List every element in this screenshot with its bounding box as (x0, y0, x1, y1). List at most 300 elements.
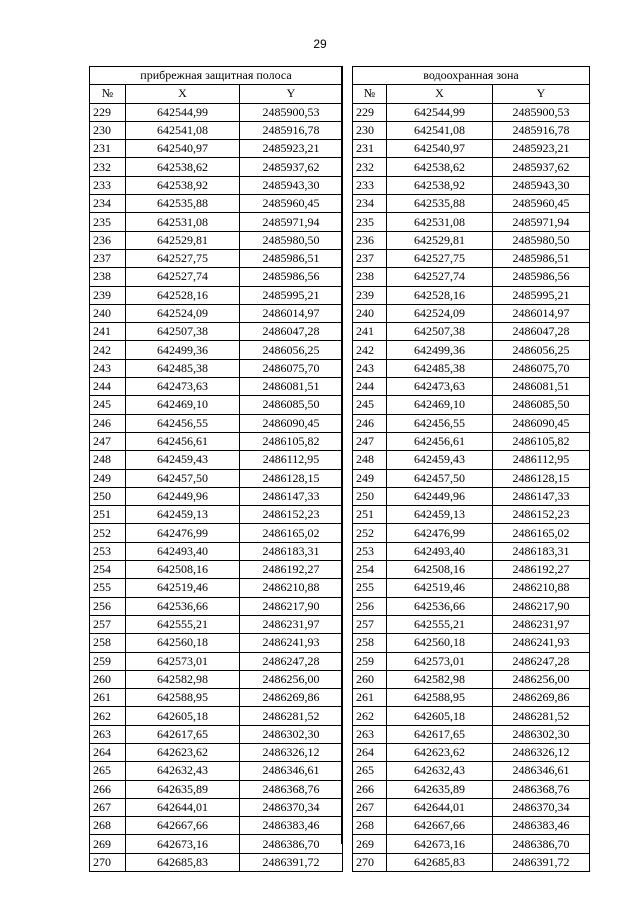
y-coordinate-cell: 2486081,51 (240, 378, 343, 396)
table-row (90, 158, 343, 176)
point-number-cell: 262 (90, 707, 126, 725)
point-number-cell: 247 (353, 432, 387, 450)
table-row (353, 304, 590, 322)
x-coordinate-cell: 642457,50 (387, 469, 493, 487)
y-coordinate-cell: 2486183,31 (240, 542, 343, 560)
point-number-cell: 235 (353, 213, 387, 231)
point-number-cell: 232 (90, 158, 126, 176)
table-row (90, 414, 343, 432)
column-header-x: X (387, 85, 493, 103)
y-coordinate-cell: 2485995,21 (493, 286, 590, 304)
y-coordinate-cell: 2486085,50 (240, 396, 343, 414)
column-header-y: Y (240, 85, 343, 103)
y-coordinate-cell: 2485923,21 (493, 140, 590, 158)
table-row (353, 195, 590, 213)
y-coordinate-cell: 2486281,52 (240, 707, 343, 725)
y-coordinate-cell: 2486217,90 (240, 597, 343, 615)
x-coordinate-cell: 642473,63 (126, 378, 240, 396)
y-coordinate-cell: 2486183,31 (493, 542, 590, 560)
y-coordinate-cell: 2486247,28 (493, 652, 590, 670)
point-number-cell: 250 (90, 487, 126, 505)
table-title: прибрежная защитная полоса (90, 67, 343, 85)
table-row (353, 615, 590, 633)
x-coordinate-cell: 642531,08 (126, 213, 240, 231)
point-number-cell: 234 (353, 195, 387, 213)
column-header-x: X (126, 85, 240, 103)
y-coordinate-cell: 2486081,51 (493, 378, 590, 396)
y-coordinate-cell: 2486217,90 (493, 597, 590, 615)
point-number-cell: 232 (353, 158, 387, 176)
y-coordinate-cell: 2485986,51 (240, 249, 343, 267)
table-row (90, 469, 343, 487)
point-number-cell: 243 (90, 359, 126, 377)
x-coordinate-cell: 642582,98 (126, 670, 240, 688)
x-coordinate-cell: 642449,96 (126, 487, 240, 505)
point-number-cell: 261 (353, 689, 387, 707)
point-number-cell: 268 (353, 817, 387, 835)
x-coordinate-cell: 642519,46 (387, 579, 493, 597)
y-coordinate-cell: 2486014,97 (493, 304, 590, 322)
y-coordinate-cell: 2485937,62 (240, 158, 343, 176)
x-coordinate-cell: 642632,43 (387, 762, 493, 780)
table-row (353, 176, 590, 194)
x-coordinate-cell: 642535,88 (126, 195, 240, 213)
x-coordinate-cell: 642524,09 (387, 304, 493, 322)
table-row (90, 286, 343, 304)
y-coordinate-cell: 2485971,94 (493, 213, 590, 231)
y-coordinate-cell: 2486386,70 (493, 835, 590, 853)
point-number-cell: 231 (353, 140, 387, 158)
x-coordinate-cell: 642459,13 (126, 506, 240, 524)
x-coordinate-cell: 642527,75 (126, 249, 240, 267)
y-coordinate-cell: 2485900,53 (493, 103, 590, 121)
x-coordinate-cell: 642493,40 (387, 542, 493, 560)
y-coordinate-cell: 2485916,78 (240, 121, 343, 139)
table-title: водоохранная зона (353, 67, 590, 85)
x-coordinate-cell: 642456,61 (126, 432, 240, 450)
column-header-y: Y (493, 85, 590, 103)
x-coordinate-cell: 642457,50 (126, 469, 240, 487)
x-coordinate-cell: 642507,38 (387, 323, 493, 341)
y-coordinate-cell: 2486165,02 (240, 524, 343, 542)
table-row (90, 798, 343, 816)
point-number-cell: 250 (353, 487, 387, 505)
table-row (353, 103, 590, 121)
table-row (353, 213, 590, 231)
table-row (353, 707, 590, 725)
point-number-cell: 257 (90, 615, 126, 633)
table-row (90, 780, 343, 798)
table-row (353, 414, 590, 432)
table-row (90, 195, 343, 213)
point-number-cell: 251 (90, 506, 126, 524)
x-coordinate-cell: 642449,96 (387, 487, 493, 505)
y-coordinate-cell: 2486241,93 (240, 634, 343, 652)
point-number-cell: 259 (353, 652, 387, 670)
point-number-cell: 246 (353, 414, 387, 432)
y-coordinate-cell: 2486383,46 (240, 817, 343, 835)
page-number: 29 (313, 37, 327, 51)
point-number-cell: 264 (90, 743, 126, 761)
coordinate-tables (89, 66, 589, 869)
x-coordinate-cell: 642540,97 (126, 140, 240, 158)
x-coordinate-cell: 642528,16 (126, 286, 240, 304)
point-number-cell: 231 (90, 140, 126, 158)
table-row (90, 725, 343, 743)
table-row (90, 634, 343, 652)
y-coordinate-cell: 2486210,88 (240, 579, 343, 597)
x-coordinate-cell: 642493,40 (126, 542, 240, 560)
x-coordinate-cell: 642632,43 (126, 762, 240, 780)
table-row (90, 652, 343, 670)
point-number-cell: 235 (90, 213, 126, 231)
table-row (353, 268, 590, 286)
table-row (90, 103, 343, 121)
y-coordinate-cell: 2486105,82 (493, 432, 590, 450)
table-row (90, 140, 343, 158)
y-coordinate-cell: 2486056,25 (240, 341, 343, 359)
point-number-cell: 256 (353, 597, 387, 615)
x-coordinate-cell: 642459,43 (387, 451, 493, 469)
table-row (90, 451, 343, 469)
table-row (90, 524, 343, 542)
x-coordinate-cell: 642673,16 (126, 835, 240, 853)
table-row (353, 323, 590, 341)
y-coordinate-cell: 2485960,45 (240, 195, 343, 213)
x-coordinate-cell: 642588,95 (387, 689, 493, 707)
table-row (90, 213, 343, 231)
y-coordinate-cell: 2485943,30 (240, 176, 343, 194)
y-coordinate-cell: 2486256,00 (493, 670, 590, 688)
y-coordinate-cell: 2486210,88 (493, 579, 590, 597)
table-row (353, 341, 590, 359)
x-coordinate-cell: 642623,62 (126, 743, 240, 761)
table-row (90, 323, 343, 341)
y-coordinate-cell: 2485971,94 (240, 213, 343, 231)
x-coordinate-cell: 642528,16 (387, 286, 493, 304)
x-coordinate-cell: 642524,09 (126, 304, 240, 322)
y-coordinate-cell: 2486192,27 (493, 561, 590, 579)
y-coordinate-cell: 2486370,34 (240, 798, 343, 816)
point-number-cell: 270 (90, 853, 126, 871)
y-coordinate-cell: 2486326,12 (240, 743, 343, 761)
table-row (353, 140, 590, 158)
x-coordinate-cell: 642499,36 (126, 341, 240, 359)
y-coordinate-cell: 2486090,45 (240, 414, 343, 432)
point-number-cell: 252 (353, 524, 387, 542)
y-coordinate-cell: 2486368,76 (240, 780, 343, 798)
point-number-cell: 255 (90, 579, 126, 597)
y-coordinate-cell: 2485923,21 (240, 140, 343, 158)
y-coordinate-cell: 2486105,82 (240, 432, 343, 450)
y-coordinate-cell: 2486056,25 (493, 341, 590, 359)
x-coordinate-cell: 642456,61 (387, 432, 493, 450)
point-number-cell: 238 (90, 268, 126, 286)
table-row (90, 268, 343, 286)
point-number-cell: 269 (353, 835, 387, 853)
table-row (90, 432, 343, 450)
point-number-cell: 230 (353, 121, 387, 139)
point-number-cell: 247 (90, 432, 126, 450)
y-coordinate-cell: 2486391,72 (493, 853, 590, 871)
table-row (90, 579, 343, 597)
table-row (353, 597, 590, 615)
x-coordinate-cell: 642582,98 (387, 670, 493, 688)
point-number-cell: 236 (90, 231, 126, 249)
table-row (353, 634, 590, 652)
y-coordinate-cell: 2485937,62 (493, 158, 590, 176)
table-row (90, 396, 343, 414)
x-coordinate-cell: 642531,08 (387, 213, 493, 231)
y-coordinate-cell: 2486152,23 (493, 506, 590, 524)
x-coordinate-cell: 642456,55 (126, 414, 240, 432)
point-number-cell: 230 (90, 121, 126, 139)
x-coordinate-cell: 642605,18 (126, 707, 240, 725)
point-number-cell: 262 (353, 707, 387, 725)
x-coordinate-cell: 642685,83 (387, 853, 493, 871)
y-coordinate-cell: 2486247,28 (240, 652, 343, 670)
y-coordinate-cell: 2486085,50 (493, 396, 590, 414)
y-coordinate-cell: 2486346,61 (240, 762, 343, 780)
y-coordinate-cell: 2486302,30 (240, 725, 343, 743)
table-row (90, 176, 343, 194)
x-coordinate-cell: 642508,16 (126, 561, 240, 579)
x-coordinate-cell: 642541,08 (126, 121, 240, 139)
point-number-cell: 249 (353, 469, 387, 487)
y-coordinate-cell: 2486269,86 (493, 689, 590, 707)
x-coordinate-cell: 642617,65 (126, 725, 240, 743)
x-coordinate-cell: 642540,97 (387, 140, 493, 158)
point-number-cell: 244 (353, 378, 387, 396)
x-coordinate-cell: 642529,81 (126, 231, 240, 249)
point-number-cell: 229 (353, 103, 387, 121)
y-coordinate-cell: 2486391,72 (240, 853, 343, 871)
x-coordinate-cell: 642538,62 (387, 158, 493, 176)
table-row (353, 451, 590, 469)
x-coordinate-cell: 642536,66 (126, 597, 240, 615)
x-coordinate-cell: 642459,43 (126, 451, 240, 469)
point-number-cell: 254 (90, 561, 126, 579)
table-row (353, 506, 590, 524)
point-number-cell: 258 (353, 634, 387, 652)
y-coordinate-cell: 2486152,23 (240, 506, 343, 524)
x-coordinate-cell: 642485,38 (387, 359, 493, 377)
point-number-cell: 252 (90, 524, 126, 542)
y-coordinate-cell: 2486326,12 (493, 743, 590, 761)
y-coordinate-cell: 2486346,61 (493, 762, 590, 780)
table-row (90, 689, 343, 707)
x-coordinate-cell: 642538,62 (126, 158, 240, 176)
point-number-cell: 237 (90, 249, 126, 267)
table-row (353, 817, 590, 835)
table-row (353, 542, 590, 560)
table-row (353, 780, 590, 798)
table-row (353, 286, 590, 304)
point-number-cell: 257 (353, 615, 387, 633)
table-row (90, 853, 343, 871)
y-coordinate-cell: 2486075,70 (493, 359, 590, 377)
table-row (90, 506, 343, 524)
point-number-cell: 253 (90, 542, 126, 560)
table-row (353, 432, 590, 450)
table-row (90, 542, 343, 560)
table-row (353, 378, 590, 396)
table-row (90, 249, 343, 267)
point-number-cell: 239 (353, 286, 387, 304)
point-number-cell: 236 (353, 231, 387, 249)
x-coordinate-cell: 642605,18 (387, 707, 493, 725)
x-coordinate-cell: 642667,66 (126, 817, 240, 835)
water-protection-zone-table (352, 66, 590, 872)
table-row (90, 359, 343, 377)
point-number-cell: 229 (90, 103, 126, 121)
point-number-cell: 264 (353, 743, 387, 761)
x-coordinate-cell: 642499,36 (387, 341, 493, 359)
x-coordinate-cell: 642644,01 (387, 798, 493, 816)
table-row (353, 487, 590, 505)
x-coordinate-cell: 642476,99 (387, 524, 493, 542)
table-row (90, 835, 343, 853)
table-row (353, 249, 590, 267)
x-coordinate-cell: 642456,55 (387, 414, 493, 432)
x-coordinate-cell: 642476,99 (126, 524, 240, 542)
x-coordinate-cell: 642588,95 (126, 689, 240, 707)
table-row (90, 762, 343, 780)
point-number-cell: 246 (90, 414, 126, 432)
x-coordinate-cell: 642685,83 (126, 853, 240, 871)
table-row (353, 359, 590, 377)
table-row (90, 231, 343, 249)
table-row (90, 817, 343, 835)
x-coordinate-cell: 642485,38 (126, 359, 240, 377)
y-coordinate-cell: 2486112,95 (240, 451, 343, 469)
y-coordinate-cell: 2485986,56 (240, 268, 343, 286)
y-coordinate-cell: 2486383,46 (493, 817, 590, 835)
y-coordinate-cell: 2486147,33 (493, 487, 590, 505)
x-coordinate-cell: 642529,81 (387, 231, 493, 249)
x-coordinate-cell: 642555,21 (126, 615, 240, 633)
point-number-cell: 255 (353, 579, 387, 597)
point-number-cell: 240 (353, 304, 387, 322)
table-row (353, 835, 590, 853)
point-number-cell: 263 (90, 725, 126, 743)
point-number-cell: 265 (90, 762, 126, 780)
x-coordinate-cell: 642635,89 (126, 780, 240, 798)
point-number-cell: 241 (353, 323, 387, 341)
table-row (353, 689, 590, 707)
y-coordinate-cell: 2486128,15 (240, 469, 343, 487)
point-number-cell: 233 (353, 176, 387, 194)
table-row (90, 743, 343, 761)
coastal-protection-strip-table (89, 66, 343, 872)
point-number-cell: 267 (353, 798, 387, 816)
x-coordinate-cell: 642541,08 (387, 121, 493, 139)
point-number-cell: 261 (90, 689, 126, 707)
table-row (90, 378, 343, 396)
y-coordinate-cell: 2485943,30 (493, 176, 590, 194)
table-row (353, 158, 590, 176)
point-number-cell: 242 (353, 341, 387, 359)
y-coordinate-cell: 2486256,00 (240, 670, 343, 688)
y-coordinate-cell: 2486302,30 (493, 725, 590, 743)
table-body (90, 103, 343, 871)
x-coordinate-cell: 642459,13 (387, 506, 493, 524)
x-coordinate-cell: 642527,75 (387, 249, 493, 267)
point-number-cell: 266 (90, 780, 126, 798)
point-number-cell: 238 (353, 268, 387, 286)
y-coordinate-cell: 2486281,52 (493, 707, 590, 725)
y-coordinate-cell: 2486047,28 (240, 323, 343, 341)
point-number-cell: 244 (90, 378, 126, 396)
point-number-cell: 237 (353, 249, 387, 267)
x-coordinate-cell: 642538,92 (126, 176, 240, 194)
y-coordinate-cell: 2486047,28 (493, 323, 590, 341)
table-row (353, 798, 590, 816)
y-coordinate-cell: 2486368,76 (493, 780, 590, 798)
point-number-cell: 248 (353, 451, 387, 469)
point-number-cell: 253 (353, 542, 387, 560)
table-row (90, 597, 343, 615)
x-coordinate-cell: 642527,74 (126, 268, 240, 286)
point-number-cell: 259 (90, 652, 126, 670)
y-coordinate-cell: 2485900,53 (240, 103, 343, 121)
x-coordinate-cell: 642536,66 (387, 597, 493, 615)
x-coordinate-cell: 642573,01 (126, 652, 240, 670)
point-number-cell: 254 (353, 561, 387, 579)
point-number-cell: 256 (90, 597, 126, 615)
table-row (90, 487, 343, 505)
x-coordinate-cell: 642617,65 (387, 725, 493, 743)
point-number-cell: 265 (353, 762, 387, 780)
x-coordinate-cell: 642544,99 (387, 103, 493, 121)
point-number-cell: 263 (353, 725, 387, 743)
table-body (353, 103, 590, 871)
point-number-cell: 251 (353, 506, 387, 524)
point-number-cell: 268 (90, 817, 126, 835)
table-row (353, 762, 590, 780)
column-header-number: № (353, 85, 387, 103)
y-coordinate-cell: 2486014,97 (240, 304, 343, 322)
table-row (90, 561, 343, 579)
y-coordinate-cell: 2486241,93 (493, 634, 590, 652)
y-coordinate-cell: 2486386,70 (240, 835, 343, 853)
point-number-cell: 239 (90, 286, 126, 304)
y-coordinate-cell: 2485986,56 (493, 268, 590, 286)
point-number-cell: 240 (90, 304, 126, 322)
point-number-cell: 242 (90, 341, 126, 359)
table-row (90, 615, 343, 633)
y-coordinate-cell: 2485960,45 (493, 195, 590, 213)
x-coordinate-cell: 642560,18 (126, 634, 240, 652)
x-coordinate-cell: 642573,01 (387, 652, 493, 670)
point-number-cell: 248 (90, 451, 126, 469)
x-coordinate-cell: 642538,92 (387, 176, 493, 194)
x-coordinate-cell: 642644,01 (126, 798, 240, 816)
y-coordinate-cell: 2485916,78 (493, 121, 590, 139)
y-coordinate-cell: 2486147,33 (240, 487, 343, 505)
y-coordinate-cell: 2485980,50 (493, 231, 590, 249)
point-number-cell: 241 (90, 323, 126, 341)
point-number-cell: 243 (353, 359, 387, 377)
table-row (353, 231, 590, 249)
y-coordinate-cell: 2486128,15 (493, 469, 590, 487)
x-coordinate-cell: 642508,16 (387, 561, 493, 579)
table-row (90, 707, 343, 725)
table-row (90, 670, 343, 688)
point-number-cell: 266 (353, 780, 387, 798)
y-coordinate-cell: 2486090,45 (493, 414, 590, 432)
x-coordinate-cell: 642469,10 (126, 396, 240, 414)
